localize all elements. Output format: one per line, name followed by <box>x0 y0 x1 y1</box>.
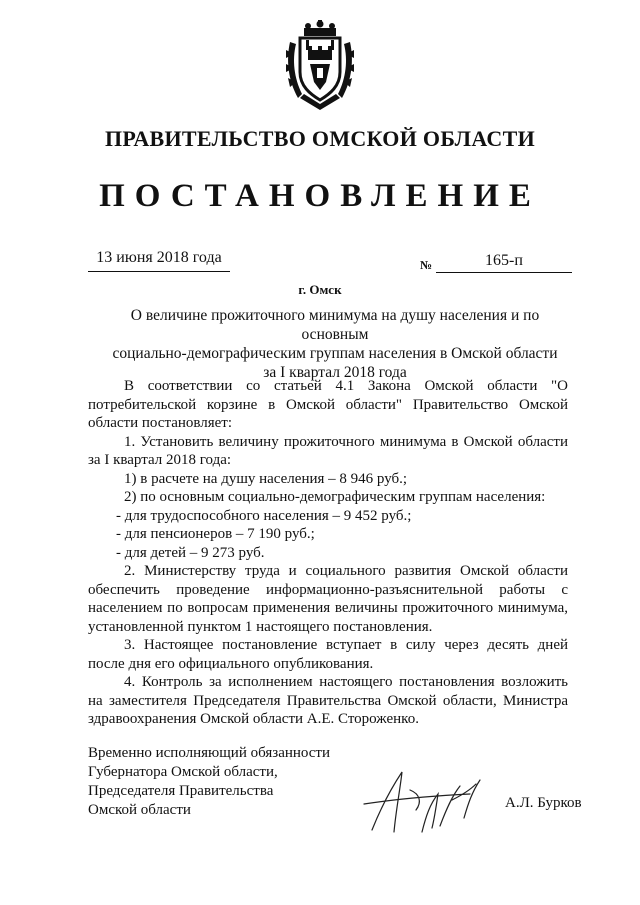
coat-of-arms-icon <box>284 20 356 112</box>
clause-1-1: 1) в расчете на душу населения – 8 946 руб.; <box>124 470 408 487</box>
clause-1-2-b: - для пенсионеров – 7 190 руб.; <box>116 526 315 542</box>
subject-line: социально-демографическим группам населения в Омской области <box>112 345 558 362</box>
document-type: ПОСТАНОВЛЕНИЕ <box>99 178 541 214</box>
government-title: ПРАВИТЕЛЬСТВО ОМСКОЙ ОБЛАСТИ <box>105 126 535 151</box>
clause-3: 3. Настоящее постановление вступает в силу через десять дней после дня его официального опубликования. <box>88 637 568 672</box>
document-subject <box>100 306 570 382</box>
clause-1-2-a: - для трудоспособного населения – 9 452 руб.; <box>116 507 412 524</box>
handwritten-signature <box>360 760 500 840</box>
signatory-line: Омской области <box>88 802 191 818</box>
signatory-line: Губернатора Омской области, <box>88 764 278 780</box>
signatory-name: А.Л. Бурков <box>505 795 582 811</box>
clause-4: 4. Контроль за исполнением настоящего постановления возложить на заместителя Председателя Правительства Омской области, Министра здравоохранения Омской области А.Е. Стороженко. <box>88 674 568 727</box>
clause-1-2: 2) по основным социально-демографическим группам населения: <box>124 489 546 505</box>
subject-line: за I квартал 2018 года <box>263 364 407 381</box>
subject-line: О величине прожиточного минимума на душу населения и по основным <box>130 307 540 343</box>
city: г. Омск <box>298 282 342 297</box>
signatory-line: Временно исполняющий обязанности <box>88 745 331 761</box>
number-label: № <box>420 258 433 272</box>
document-date: 13 июня 2018 года <box>88 249 230 272</box>
clause-1-2-c: - для детей – 9 273 руб. <box>116 544 265 561</box>
document-number: 165-п <box>436 252 572 273</box>
preamble: В соответствии со статьей 4.1 Закона Омской области "О потребительской корзине в Омской области" Правительство Омской области постановляет: <box>88 378 568 431</box>
signatory-title <box>88 744 388 820</box>
document-body <box>88 377 568 729</box>
clause-1: 1. Установить величину прожиточного минимума в Омской области за I квартал 2018 года: <box>88 433 568 468</box>
signatory-line: Председателя Правительства <box>88 783 274 799</box>
clause-2: 2. Министерству труда и социального развития Омской области обеспечить проведение информационно-разъяснительной работы с населением по вопросам применения величины прожиточного минимума, установленной пунктом 1 настоящего постановления. <box>88 563 568 635</box>
